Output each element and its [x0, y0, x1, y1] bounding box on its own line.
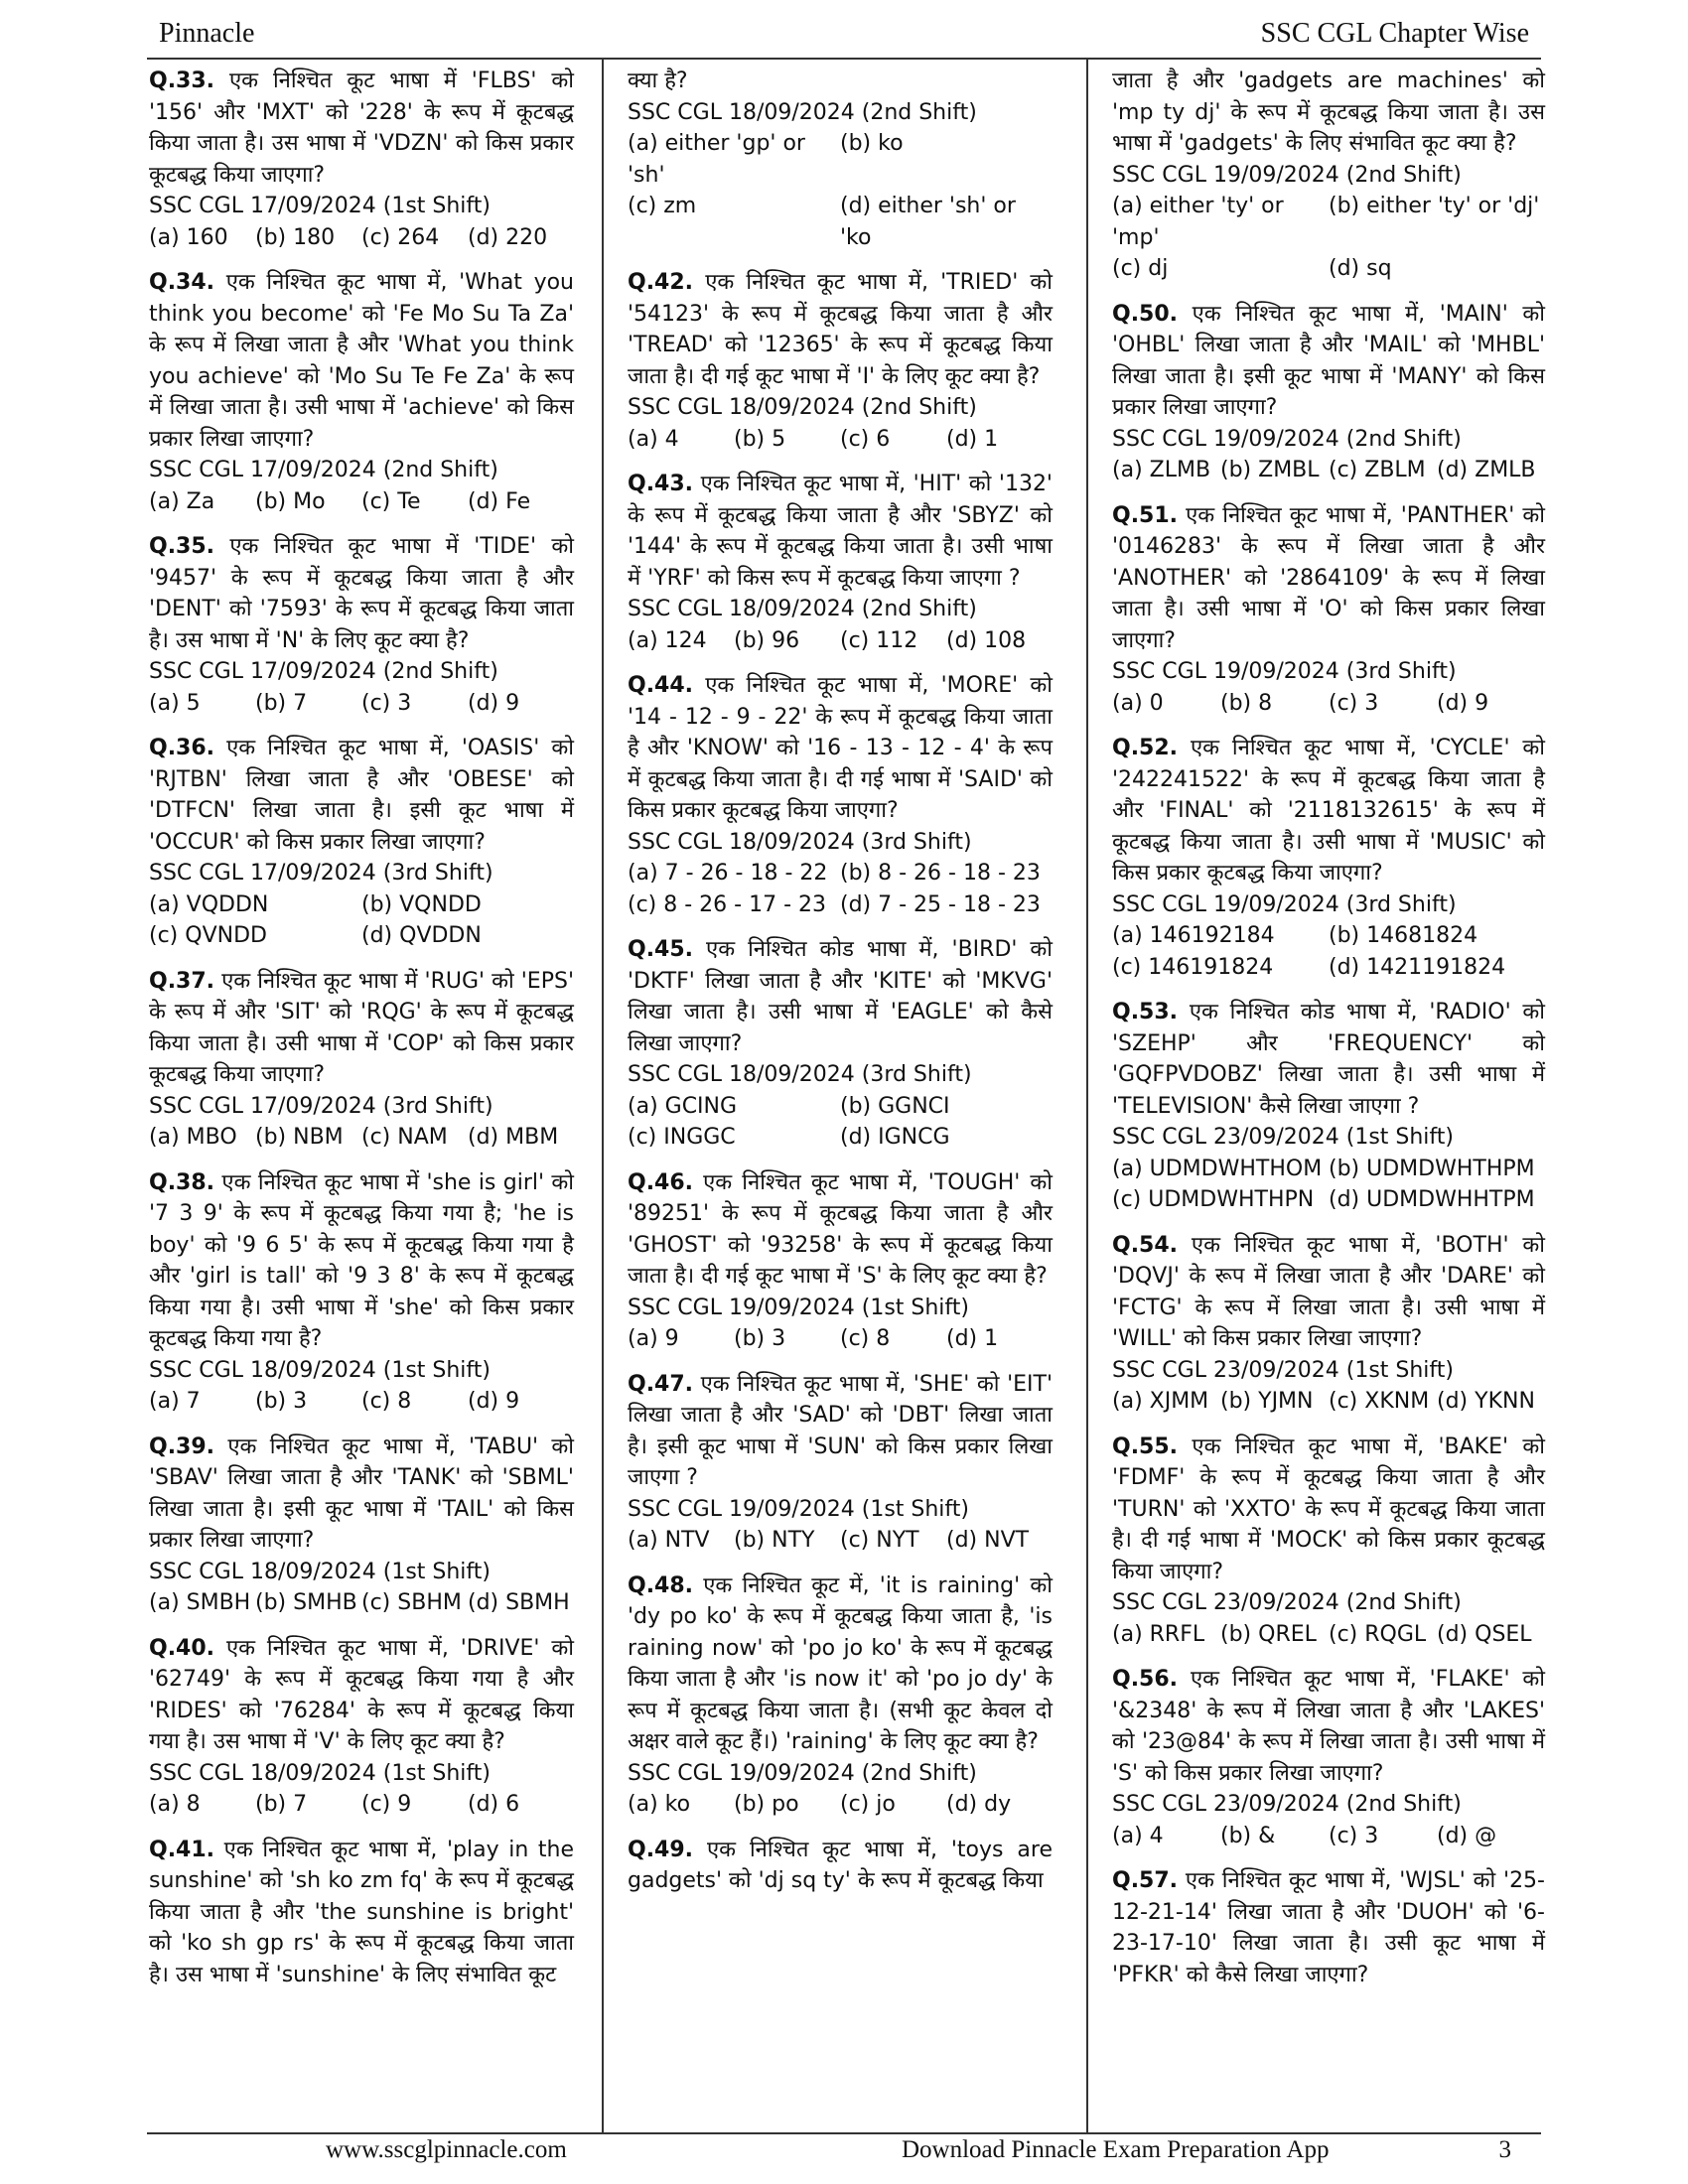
option: (d) @	[1437, 1823, 1497, 1848]
option: (c) UDMDWHTHPN	[1112, 1187, 1315, 1212]
options	[149, 889, 574, 952]
question-number: Q.51.	[1112, 502, 1179, 528]
question-block	[149, 1633, 574, 1821]
option: (c) NYT	[840, 1528, 919, 1553]
option: (c) 6	[840, 426, 891, 452]
question-text	[1112, 66, 1545, 160]
question-body: एक निश्चित कूट भाषा में, 'PANTHER' को '0146283' के रूप में लिखा जाता है और 'ANOTHER' को '2864109' के रूप में लिखा जाता है। उसी भाषा में 'O' को किस प्रकार लिखा जाएगा?	[1112, 502, 1545, 653]
question-text	[1112, 1865, 1545, 1990]
question-body: क्या है?	[628, 68, 688, 93]
exam-source: SSC CGL 17/09/2024 (3rd Shift)	[149, 861, 493, 886]
option: (c) SBHM	[361, 1590, 462, 1615]
question-text	[1112, 733, 1545, 889]
option: (b) SMHB	[255, 1590, 357, 1615]
options	[149, 222, 574, 254]
question-text	[149, 1432, 574, 1557]
option: (a) GCING	[628, 1093, 738, 1119]
question-number: Q.39.	[149, 1433, 215, 1459]
option: (b) 7	[255, 690, 308, 716]
question-text	[149, 267, 574, 455]
column-divider	[602, 58, 604, 2132]
option: (b) 5	[734, 426, 786, 452]
question-body: एक निश्चित कूट भाषा में, 'BOTH' को 'DQVJ' के रूप में लिखा जाता है और 'DARE' को 'FCTG' के रूप में लिखा जाता है। उसी भाषा में 'WILL' को किस प्रकार लिखा जाएगा?	[1112, 1232, 1545, 1351]
option: (d) QSEL	[1437, 1621, 1532, 1647]
option: (b) 3	[734, 1326, 786, 1351]
option: (b) po	[734, 1792, 799, 1817]
options	[149, 1386, 574, 1418]
options	[149, 486, 574, 518]
question-text	[1112, 1230, 1545, 1355]
question-number: Q.55.	[1112, 1433, 1179, 1459]
option: (a) ZLMB	[1112, 458, 1211, 482]
question-block	[149, 531, 574, 719]
question-text	[149, 1835, 574, 1991]
option: (d) UDMDWHHTPM	[1329, 1187, 1535, 1212]
exam-source: SSC CGL 17/09/2024 (2nd Shift)	[149, 458, 498, 482]
question-block	[1112, 733, 1545, 983]
option: (c) jo	[840, 1792, 896, 1817]
option: (c) 264	[361, 224, 440, 250]
options	[1112, 920, 1545, 983]
option: (d) 9	[468, 1389, 520, 1414]
question-block	[1112, 66, 1545, 285]
exam-source: SSC CGL 18/09/2024 (2nd Shift)	[628, 597, 977, 621]
question-block	[1112, 500, 1545, 720]
option: (b) 8 - 26 - 18 - 23	[840, 861, 1041, 886]
exam-source: SSC CGL 19/09/2024 (3rd Shift)	[1112, 659, 1457, 684]
question-number: Q.44.	[628, 673, 694, 698]
option: (d) 1	[946, 426, 999, 452]
option: (d) either 'sh' or 'ko	[840, 194, 1016, 250]
header-rule	[147, 58, 1541, 60]
option: (a) ko	[628, 1792, 691, 1817]
question-body: एक निश्चित कूट भाषा में, 'TRIED' को '54123' के रूप में कूटबद्ध किया जाता है और 'TREAD' को '12365' के रूप में कूटबद्ध किया जाता है। दी गई कूट भाषा में 'I' के लिए कूट क्या है?	[628, 270, 1053, 389]
question-text	[1112, 997, 1545, 1122]
footer-rule	[147, 2132, 1541, 2134]
option: (b) 96	[734, 627, 800, 653]
question-body: एक निश्चित कूट भाषा में 'she is girl' को '7 3 9' के रूप में कूटबद्ध किया गया है; 'he is boy' को '9 6 5' के रूप में कूटबद्ध किया गया है और 'girl is tall' को '9 3 8' के रूप में कूटबद्ध किया गया है। उसी भाषा में 'she' को किस प्रकार कूटबद्ध किया गया है?	[149, 1169, 574, 1351]
question-body: एक निश्चित कूट भाषा में, 'HIT' को '132' के रूप में कूटबद्ध किया जाता है और 'SBYZ' को '144' के रूप में कूटबद्ध किया जाता है। उसी भाषा में 'YRF' को किस रूप में कूटबद्ध किया जाएगा ?	[628, 472, 1053, 591]
question-text	[1112, 500, 1545, 657]
exam-source: SSC CGL 18/09/2024 (2nd Shift)	[628, 395, 977, 420]
page-number: 3	[1498, 2136, 1511, 2163]
question-block	[628, 469, 1053, 656]
page-header	[159, 18, 1529, 58]
option: (b) &	[1220, 1823, 1276, 1848]
exam-source: SSC CGL 23/09/2024 (2nd Shift)	[1112, 1792, 1462, 1817]
option: (a) XJMM	[1112, 1389, 1209, 1414]
option: (a) MBO	[149, 1125, 237, 1150]
option: (d) IGNCG	[840, 1125, 950, 1150]
option: (c) QVNDD	[149, 923, 267, 948]
exam-source: SSC CGL 18/09/2024 (1st Shift)	[149, 1559, 491, 1584]
question-body: एक निश्चित कूट भाषा में 'FLBS' को '156' और 'MXT' को '228' के रूप में कूटबद्ध किया जाता है। उस भाषा में 'VDZN' को किस प्रकार कूटबद्ध किया जाएगा?	[149, 68, 574, 188]
options	[628, 424, 1053, 456]
question-block	[149, 733, 574, 952]
exam-source: SSC CGL 18/09/2024 (3rd Shift)	[628, 1062, 972, 1087]
question-body: एक निश्चित कूट भाषा में, 'MORE' को '14 - 12 - 9 - 22' के रूप में कूटबद्ध किया जाता है और 'KNOW' को '16 - 13 - 12 - 4' के रूप में कूटबद्ध किया जाता है। दी गई भाषा में 'SAID' को किस प्रकार कूटबद्ध किया जाएगा?	[628, 673, 1053, 823]
options	[1112, 1386, 1545, 1418]
exam-source: SSC CGL 23/09/2024 (1st Shift)	[1112, 1125, 1454, 1150]
question-body: एक निश्चित कूट भाषा में, 'SHE' को 'EIT' लिखा जाता है और 'SAD' को 'DBT' लिखा जाता है। इसी कूट भाषा में 'SUN' को किस प्रकार लिखा जाएगा ?	[628, 1371, 1053, 1490]
option: (b) YJMN	[1220, 1389, 1314, 1414]
option: (a) UDMDWHTHOM	[1112, 1156, 1323, 1181]
question-block	[628, 670, 1053, 920]
option: (c) 8	[840, 1326, 891, 1351]
question-text	[149, 1167, 574, 1355]
question-body: एक निश्चित कूट भाषा में, 'BAKE' को 'FDMF' के रूप में कूटबद्ध किया जाता है और 'TURN' को 'XXTO' के रूप में कूटबद्ध किया जाता है। दी गई भाषा में 'MOCK' को किस प्रकार कूटबद्ध किया जाएगा?	[1112, 1433, 1546, 1584]
question-text	[1112, 1664, 1545, 1789]
options	[628, 858, 1053, 920]
header-title: SSC CGL Chapter Wise	[1260, 18, 1529, 49]
question-body: एक निश्चित कूट भाषा में, 'TOUGH' को '89251' के रूप में कूटबद्ध किया जाता है और 'GHOST' को '93258' के रूप में कूटबद्ध किया जाता है। दी गई कूट भाषा में 'S' के लिए कूट क्या है?	[628, 1169, 1053, 1289]
question-block	[628, 1570, 1053, 1821]
option: (b) NTY	[734, 1528, 815, 1553]
option: (d) NVT	[946, 1528, 1030, 1553]
question-block	[628, 1835, 1053, 1897]
option: (b) 3	[255, 1389, 308, 1414]
options	[1112, 1619, 1545, 1651]
option: (b) 14681824	[1329, 923, 1478, 948]
question-block	[1112, 1230, 1545, 1418]
question-text	[628, 1369, 1053, 1494]
question-number: Q.38.	[149, 1169, 215, 1195]
options	[1112, 1154, 1545, 1216]
question-text	[628, 934, 1053, 1059]
option: (d) SBMH	[468, 1590, 570, 1615]
question-block	[149, 1432, 574, 1619]
option: (c) 3	[1329, 690, 1379, 716]
question-number: Q.53.	[1112, 1000, 1179, 1024]
question-body: एक निश्चित कूट भाषा में 'RUG' को 'EPS' के रूप में और 'SIT' को 'RQG' के रूप में कूटबद्ध किया जाता है। उसी भाषा में 'COP' को किस प्रकार कूटबद्ध किया जाएगा?	[149, 968, 574, 1087]
option: (d) YKNN	[1437, 1389, 1535, 1414]
option: (c) INGGC	[628, 1125, 736, 1150]
option: (a) 146192184	[1112, 923, 1275, 948]
option: (b) either 'ty' or 'dj'	[1329, 194, 1540, 218]
question-body: एक निश्चित कूट भाषा में, 'OASIS' को 'RJTBN' लिखा जाता है और 'OBESE' को 'DTFCN' लिखा जाता है। इसी कूट भाषा में 'OCCUR' को किस प्रकार लिखा जाएगा?	[149, 736, 574, 855]
question-number: Q.42.	[628, 270, 694, 295]
option: (a) 124	[628, 627, 707, 653]
question-text	[628, 1835, 1053, 1897]
option: (c) zm	[628, 194, 697, 218]
exam-source: SSC CGL 19/09/2024 (2nd Shift)	[628, 1760, 977, 1786]
question-block	[149, 966, 574, 1154]
question-number: Q.45.	[628, 937, 694, 962]
question-block	[628, 267, 1053, 455]
option: (c) 9	[361, 1792, 412, 1817]
option: (d) Fe	[468, 488, 531, 514]
options	[628, 625, 1053, 657]
question-body: एक निश्चित कूट भाषा में, 'WJSL' को '25-12-21-14' लिखा जाता है और 'DUOH' को '6-23-17-10' लिखा जाता है। उसी कूट भाषा में 'PFKR' को कैसे लिखा जाएगा?	[1112, 1868, 1545, 1987]
options	[149, 1122, 574, 1154]
question-body: एक निश्चित कूट भाषा में 'TIDE' को '9457' के रूप में कूटबद्ध किया जाता है और 'DENT' को '7593' के रूप में कूटबद्ध किया जाता है। उस भाषा में 'N' के लिए कूट क्या है?	[149, 534, 574, 653]
option: (c) 146191824	[1112, 954, 1274, 980]
question-number: Q.48.	[628, 1572, 694, 1598]
question-text	[628, 469, 1053, 594]
footer-app-promo: Download Pinnacle Exam Preparation App	[902, 2136, 1330, 2163]
option: (a) 8	[149, 1792, 201, 1817]
question-number: Q.49.	[628, 1837, 694, 1862]
question-block	[149, 66, 574, 253]
question-text	[628, 1167, 1053, 1293]
question-number: Q.40.	[149, 1635, 215, 1661]
question-number: Q.36.	[149, 736, 215, 760]
option: (b) QREL	[1220, 1621, 1317, 1647]
question-number: Q.33.	[149, 68, 215, 93]
question-body: एक निश्चित कूट भाषा में, 'CYCLE' को '242241522' के रूप में कूटबद्ध किया जाता है और 'FINAL' को '2118132615' के रूप में कूटबद्ध किया जाता है। उसी भाषा में 'MUSIC' को किस प्रकार कूटबद्ध किया जाएगा?	[1112, 736, 1545, 886]
exam-source: SSC CGL 18/09/2024 (2nd Shift)	[628, 99, 977, 125]
option: (d) dy	[946, 1792, 1012, 1817]
question-block	[628, 1167, 1053, 1355]
question-number: Q.34.	[149, 270, 215, 295]
option: (d) 9	[1437, 690, 1489, 716]
option: (b) UDMDWHTHPM	[1329, 1156, 1535, 1181]
question-number: Q.35.	[149, 534, 215, 559]
exam-source: SSC CGL 19/09/2024 (2nd Shift)	[1112, 162, 1462, 188]
question-block	[1112, 1865, 1545, 1990]
question-body: एक निश्चित कूट भाषा में, 'TABU' को 'SBAV' लिखा जाता है और 'TANK' को 'SBML' लिखा जाता है। इसी कूट भाषा में 'TAIL' को किस प्रकार लिखा जाएगा?	[149, 1433, 574, 1553]
option: (d) sq	[1329, 256, 1392, 281]
option: (d) 1	[946, 1326, 999, 1351]
options	[1112, 191, 1545, 285]
header-brand: Pinnacle	[159, 18, 255, 49]
option: (a) 4	[628, 426, 679, 452]
options	[1112, 1821, 1545, 1852]
question-number: Q.47.	[628, 1371, 694, 1397]
option: (a) either 'gp' or 'sh'	[628, 131, 805, 188]
exam-source: SSC CGL 17/09/2024 (1st Shift)	[149, 194, 491, 218]
options	[628, 1525, 1053, 1557]
options	[1112, 688, 1545, 720]
question-body: एक निश्चित कूट भाषा में, 'FLAKE' को '&2348' के रूप में लिखा जाता है और 'LAKES' को '23@84' के रूप में लिखा जाता है। उसी भाषा में 'S' को किस प्रकार लिखा जाएगा?	[1112, 1667, 1545, 1786]
option: (d) ZMLB	[1437, 458, 1536, 482]
option: (c) 3	[361, 690, 412, 716]
option: (c) Te	[361, 488, 421, 514]
question-number: Q.50.	[1112, 301, 1179, 327]
question-body: जाता है और 'gadgets are machines' को 'mp ty dj' के रूप में कूटबद्ध किया जाता है। उस भाषा में 'gadgets' के लिए संभावित कूट क्या है?	[1112, 68, 1545, 156]
question-number: Q.57.	[1112, 1868, 1179, 1893]
option: (d) 1421191824	[1329, 954, 1506, 980]
option: (d) QVDDN	[361, 923, 482, 948]
exam-source: SSC CGL 19/09/2024 (2nd Shift)	[1112, 426, 1462, 452]
exam-source: SSC CGL 18/09/2024 (1st Shift)	[149, 1357, 491, 1383]
option: (a) 4	[1112, 1823, 1164, 1848]
option: (c) 112	[840, 627, 918, 653]
option: (c) NAM	[361, 1125, 448, 1150]
question-block	[1112, 1664, 1545, 1851]
page-footer	[147, 2136, 1541, 2172]
question-text	[1112, 1432, 1545, 1588]
question-body: एक निश्चित कोड भाषा में, 'BIRD' को 'DKTF' लिखा जाता है और 'KITE' को 'MKVG' लिखा जाता है। उसी भाषा में 'EAGLE' को कैसे लिखा जाएगा?	[628, 937, 1054, 1056]
options	[149, 1587, 574, 1619]
option: (b) GGNCI	[840, 1093, 950, 1119]
option: (c) XKNM	[1329, 1389, 1430, 1414]
options	[149, 1789, 574, 1821]
question-body: एक निश्चित कूट भाषा में, 'MAIN' को 'OHBL' लिखा जाता है और 'MAIL' को 'MHBL' लिखा जाता है। इसी कूट भाषा में 'MANY' को किस प्रकार लिखा जाएगा?	[1112, 301, 1545, 420]
question-number: Q.52.	[1112, 736, 1179, 760]
exam-source: SSC CGL 19/09/2024 (3rd Shift)	[1112, 891, 1457, 917]
option: (a) 7 - 26 - 18 - 22	[628, 861, 828, 886]
column-2	[628, 66, 1053, 1911]
question-text	[628, 66, 1053, 97]
options	[628, 128, 1053, 253]
option: (c) RQGL	[1329, 1621, 1427, 1647]
column-divider	[1086, 58, 1088, 2132]
question-text	[149, 1633, 574, 1758]
question-block	[1112, 299, 1545, 486]
exam-source: SSC CGL 17/09/2024 (3rd Shift)	[149, 1093, 493, 1119]
footer-website: www.sscglpinnacle.com	[326, 2136, 567, 2163]
option: (b) ZMBL	[1220, 458, 1320, 482]
question-block	[149, 1167, 574, 1418]
option: (a) RRFL	[1112, 1621, 1205, 1647]
option: (d) 9	[468, 690, 520, 716]
question-body: एक निश्चित कूट भाषा में, 'play in the sunshine' को 'sh ko zm fq' के रूप में कूटबद्ध किया जाता है और 'the sunshine is bright' को 'ko sh gp rs' के रूप में कूटबद्ध किया जाता है। उस भाषा में 'sunshine' के लिए संभावित कूट	[149, 1837, 574, 1987]
option: (a) either 'ty' or 'mp'	[1112, 194, 1284, 250]
question-block	[628, 1369, 1053, 1557]
option: (c) 3	[1329, 1823, 1379, 1848]
option: (d) 108	[946, 627, 1027, 653]
question-body: एक निश्चित कूट भाषा में, 'DRIVE' को '62749' के रूप में कूटबद्ध किया गया है और 'RIDES' को '76284' के रूप में कूटबद्ध किया गया है। उस भाषा में 'V' के लिए कूट क्या है?	[149, 1635, 574, 1754]
option: (a) VQDDN	[149, 891, 269, 917]
option: (a) SMBH	[149, 1590, 251, 1615]
option: (a) 9	[628, 1326, 679, 1351]
exam-source: SSC CGL 18/09/2024 (3rd Shift)	[628, 829, 972, 855]
option: (d) 7 - 25 - 18 - 23	[840, 891, 1041, 917]
option: (a) 160	[149, 224, 228, 250]
column-3	[1112, 66, 1545, 2004]
question-text	[149, 531, 574, 656]
option: (d) MBM	[468, 1125, 559, 1150]
question-number: Q.46.	[628, 1169, 694, 1195]
question-number: Q.43.	[628, 472, 694, 496]
question-text	[1112, 299, 1545, 424]
option: (b) 180	[255, 224, 336, 250]
option: (b) NBM	[255, 1125, 344, 1150]
options	[149, 688, 574, 720]
option: (b) 7	[255, 1792, 308, 1817]
options	[1112, 455, 1545, 486]
options	[628, 1091, 1053, 1154]
exam-source: SSC CGL 17/09/2024 (2nd Shift)	[149, 659, 498, 684]
column-1	[149, 66, 574, 2004]
question-block	[1112, 1432, 1545, 1651]
exam-source: SSC CGL 23/09/2024 (1st Shift)	[1112, 1357, 1454, 1383]
options	[628, 1323, 1053, 1355]
question-block	[628, 66, 1053, 253]
question-number: Q.37.	[149, 968, 215, 994]
option: (c) 8 - 26 - 17 - 23	[628, 891, 827, 917]
question-block	[149, 1835, 574, 1991]
question-number: Q.56.	[1112, 1667, 1179, 1692]
question-body: एक निश्चित कूट भाषा में, 'toys are gadgets' को 'dj sq ty' के रूप में कूटबद्ध किया	[628, 1837, 1053, 1893]
question-text	[149, 733, 574, 858]
option: (b) ko	[840, 131, 904, 156]
option: (b) Mo	[255, 488, 326, 514]
question-body: एक निश्चित कोड भाषा में, 'RADIO' को 'SZEHP' और 'FREQUENCY' को 'GQFPVDOBZ' लिखा जाता है। उसी भाषा में 'TELEVISION' कैसे लिखा जाएगा ?	[1112, 1000, 1545, 1119]
question-text	[628, 670, 1053, 827]
option: (a) 5	[149, 690, 201, 716]
question-body: एक निश्चित कूट भाषा में, 'What you think you become' को 'Fe Mo Su Ta Za' के रूप में लिखा जाता है और 'What you think you achieve' को 'Mo Su Te Fe Za' के रूप में लिखा जाता है। उसी भाषा में 'achieve' को किस प्रकार लिखा जाएगा?	[149, 270, 574, 452]
question-number: Q.54.	[1112, 1232, 1179, 1258]
options	[628, 1789, 1053, 1821]
option: (a) 7	[149, 1389, 201, 1414]
exam-source: SSC CGL 19/09/2024 (1st Shift)	[628, 1295, 969, 1320]
option: (c) ZBLM	[1329, 458, 1426, 482]
option: (a) NTV	[628, 1528, 710, 1553]
question-text	[628, 267, 1053, 392]
exam-source: SSC CGL 23/09/2024 (2nd Shift)	[1112, 1590, 1462, 1615]
option: (d) 220	[468, 224, 548, 250]
exam-source: SSC CGL 18/09/2024 (1st Shift)	[149, 1760, 491, 1786]
question-block	[628, 934, 1053, 1154]
option: (d) 6	[468, 1792, 520, 1817]
question-text	[149, 966, 574, 1091]
option: (b) 8	[1220, 690, 1273, 716]
question-text	[149, 66, 574, 191]
question-block	[1112, 997, 1545, 1216]
question-number: Q.41.	[149, 1837, 215, 1862]
question-text	[628, 1570, 1053, 1758]
option: (c) 8	[361, 1389, 412, 1414]
option: (b) VQNDD	[361, 891, 482, 917]
option: (c) dj	[1112, 256, 1169, 281]
question-block	[149, 267, 574, 517]
exam-source: SSC CGL 19/09/2024 (1st Shift)	[628, 1496, 969, 1522]
question-body: एक निश्चित कूट में, 'it is raining' को 'dy po ko' के रूप में कूटबद्ध किया जाता है, 'is raining now' को 'po jo ko' के रूप में कूटबद्ध किया जाता है और 'is now it' को 'po jo dy' के रूप में कूटबद्ध किया जाता है। (सभी कूट केवल दो अक्षर वाले कूट हैं।) 'raining' के लिए कूट क्या है?	[628, 1572, 1054, 1754]
option: (a) 0	[1112, 690, 1164, 716]
option: (a) Za	[149, 488, 215, 514]
